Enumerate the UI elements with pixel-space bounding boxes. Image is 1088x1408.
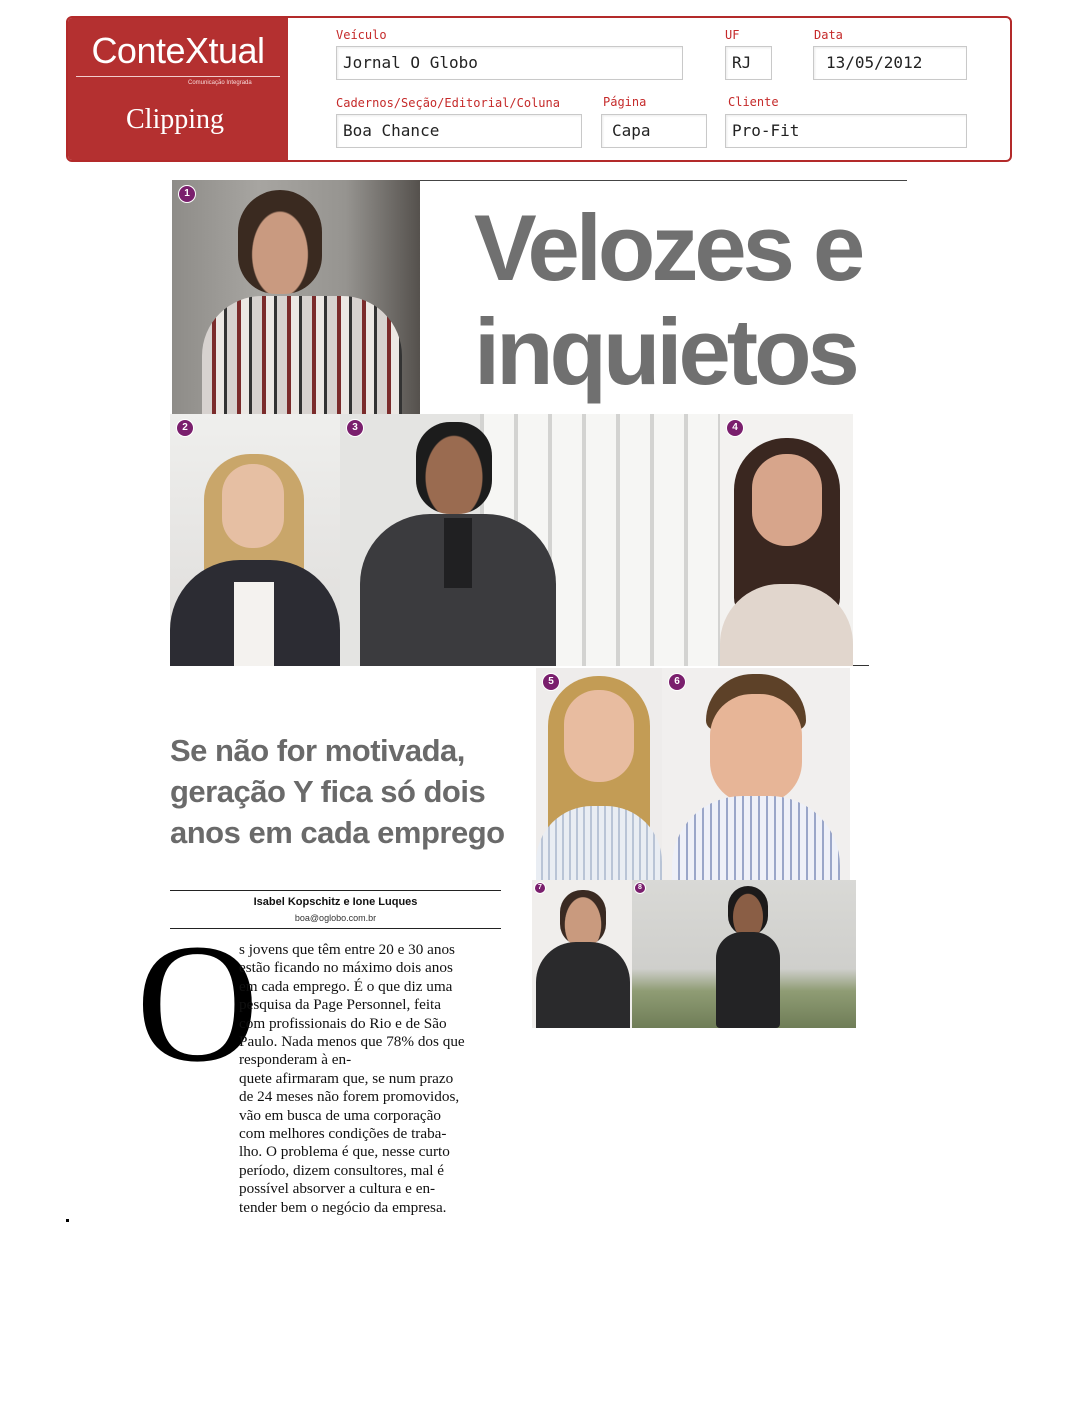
body-line: período, dizem consultores, mal é — [239, 1161, 444, 1179]
article-headline — [474, 196, 894, 404]
subhead-line-2: geração Y fica só dois — [170, 774, 486, 809]
photo-6 — [662, 668, 850, 880]
photo-number-6: 6 — [669, 674, 685, 690]
photo-number-3: 3 — [347, 420, 363, 436]
cadernos-field: Boa Chance — [336, 114, 582, 148]
logo-divider — [76, 76, 280, 77]
clipping-title: Clipping — [125, 104, 224, 135]
photo-number-5: 5 — [543, 674, 559, 690]
article-body — [239, 941, 497, 1217]
uf-label: UF — [725, 28, 740, 42]
cliente-field: Pro-Fit — [725, 114, 967, 148]
photo-1 — [172, 180, 420, 414]
headline-line-2: inquietos — [474, 299, 856, 404]
logo-tagline: Comunicação Integrada — [188, 80, 252, 86]
body-line: possível absorver a cultura e en- — [239, 1180, 436, 1198]
photo-5 — [536, 668, 662, 880]
photo-3 — [340, 414, 720, 666]
photo-number-8: 8 — [635, 883, 645, 893]
photo-number-7: 7 — [535, 883, 545, 893]
data-label: Data — [814, 28, 843, 42]
headline-rule — [418, 180, 907, 181]
veiculo-field: Jornal O Globo — [336, 46, 683, 80]
cliente-label: Cliente — [728, 95, 779, 109]
body-line: responderam à en- — [239, 1051, 352, 1069]
cadernos-label: Cadernos/Seção/Editorial/Coluna — [336, 96, 560, 110]
byline-rule-top — [170, 890, 501, 891]
brand-panel — [68, 18, 288, 160]
photo-row-rule — [853, 665, 869, 666]
body-line: pesquisa da Page Personnel, feita — [239, 996, 442, 1014]
drop-cap: O — [136, 909, 259, 1097]
pagina-label: Página — [603, 95, 647, 109]
data-field: 13/05/2012 — [813, 46, 967, 80]
photo-7 — [532, 880, 632, 1028]
subhead-line-1: Se não for motivada, — [170, 733, 465, 768]
headline-line-1: Velozes e — [474, 195, 862, 300]
subhead-line-3: anos em cada emprego — [170, 815, 505, 850]
uf-field: RJ — [725, 46, 772, 80]
veiculo-label: Veículo — [336, 28, 387, 42]
body-line: quete afirmaram que, se num prazo — [239, 1069, 454, 1087]
photo-number-4: 4 — [727, 420, 743, 436]
body-line: com melhores condições de traba- — [239, 1125, 447, 1143]
body-line: com profissionais do Rio e de São — [239, 1014, 447, 1032]
body-line: vão em busca de uma corporação — [239, 1106, 441, 1124]
body-line: Paulo. Nada menos que 78% dos que — [239, 1033, 465, 1051]
body-line: s jovens que têm entre 20 e 30 anos — [239, 941, 455, 958]
pagina-field: Capa — [601, 114, 707, 148]
photo-8 — [632, 880, 856, 1028]
article-subhead — [170, 730, 520, 853]
photo-2 — [170, 414, 340, 666]
body-line: tender bem o negócio da empresa. — [239, 1198, 447, 1216]
scan-artifact-dot — [66, 1219, 69, 1222]
photo-number-1: 1 — [179, 186, 195, 202]
byline-email: boa@oglobo.com.br — [294, 913, 377, 923]
body-line: lho. O problema é que, nesse curto — [239, 1143, 450, 1161]
contextual-logo: ConteXtual — [91, 30, 265, 71]
photo-number-2: 2 — [177, 420, 193, 436]
photo-4 — [720, 414, 853, 666]
clipping-header — [66, 16, 1012, 162]
body-line: de 24 meses não forem promovidos, — [239, 1088, 460, 1106]
body-line: estão ficando no máximo dois anos — [239, 959, 453, 977]
body-line: em cada emprego. É o que diz uma — [239, 977, 453, 995]
byline: Isabel Kopschitz e Ione Luques — [253, 896, 418, 908]
